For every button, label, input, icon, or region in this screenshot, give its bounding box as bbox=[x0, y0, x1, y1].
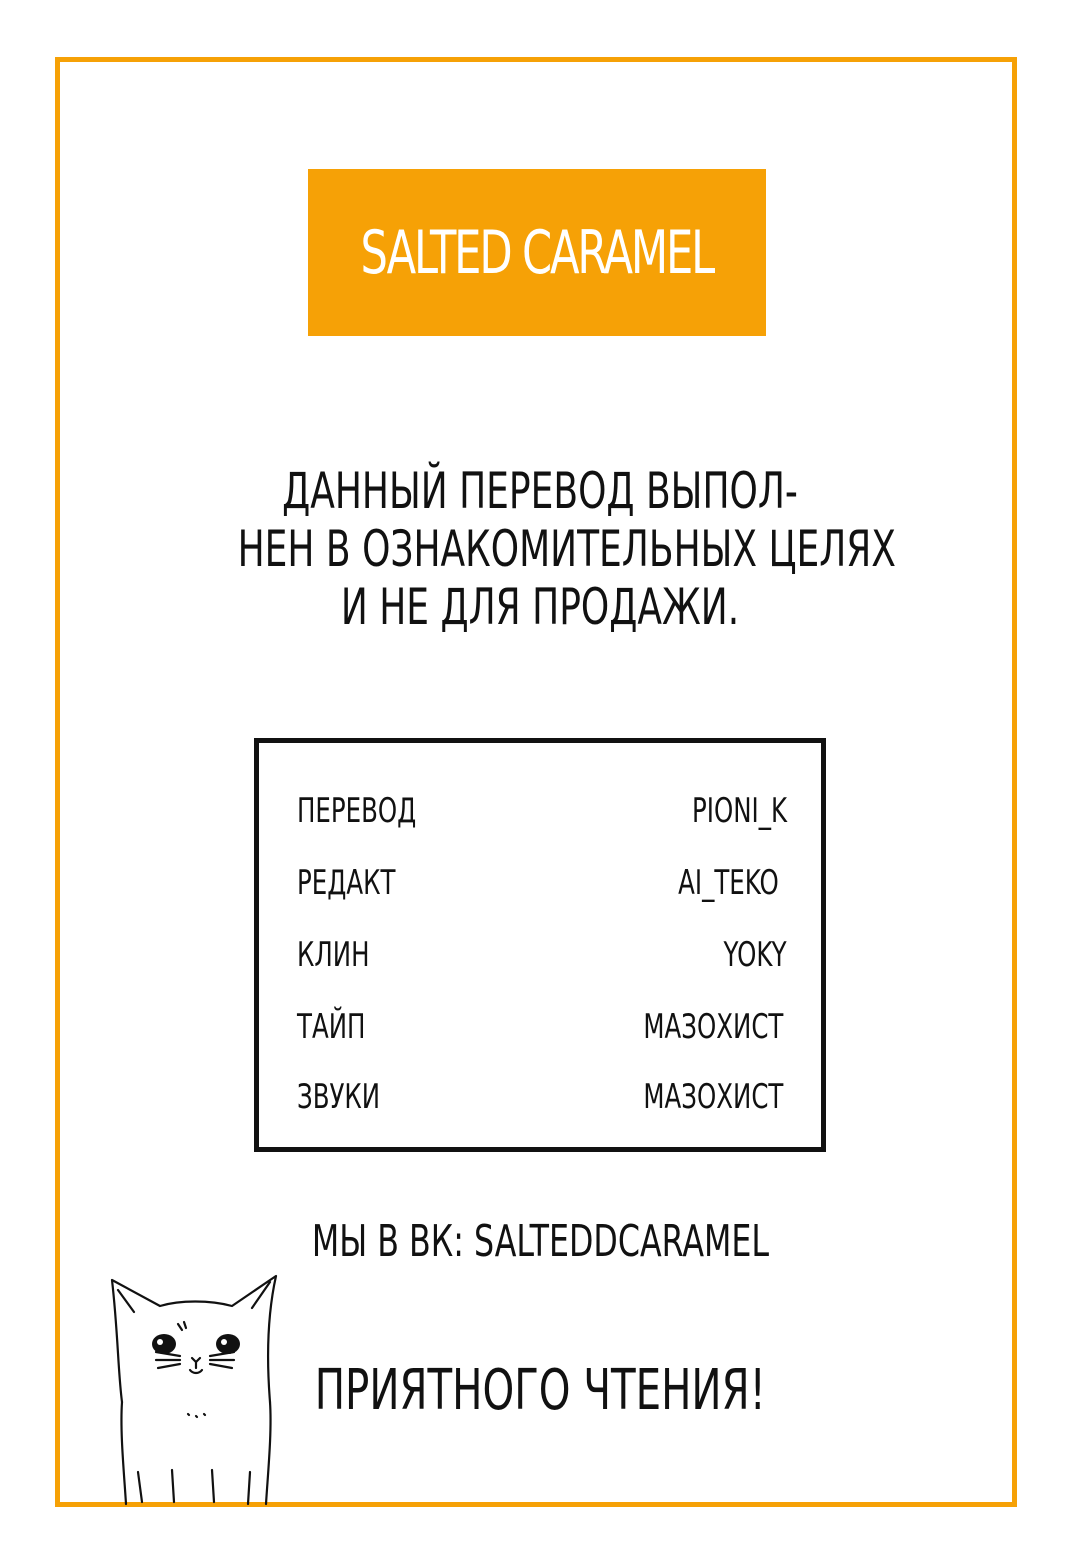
disclaimer-line: И НЕ ДЛЯ ПРОДАЖИ. bbox=[340, 578, 740, 636]
disclaimer-line: НЕН В ОЗНАКОМИТЕЛЬНЫХ ЦЕЛЯХ bbox=[237, 520, 896, 578]
credit-row bbox=[297, 1007, 787, 1047]
disclaimer-text bbox=[120, 462, 960, 636]
credit-row bbox=[297, 935, 787, 975]
credit-role: КЛИН bbox=[297, 935, 370, 975]
credit-role: ЗВУКИ bbox=[297, 1077, 381, 1117]
credit-role: РЕДАКТ bbox=[297, 863, 396, 903]
credit-name: МАЗОХИСТ bbox=[643, 1007, 783, 1047]
credit-role: ТАЙП bbox=[297, 1007, 366, 1047]
credit-row bbox=[297, 791, 787, 831]
vk-contact bbox=[160, 1214, 920, 1270]
credit-name: МАЗОХИСТ bbox=[643, 1077, 783, 1117]
credit-name: AI_TEKO bbox=[678, 863, 779, 903]
credit-name: YOKY bbox=[723, 935, 787, 975]
credit-row bbox=[297, 1077, 787, 1117]
credit-role: ПЕРЕВОД bbox=[297, 791, 417, 831]
closing-message bbox=[200, 1356, 880, 1426]
title-banner bbox=[308, 169, 766, 336]
closing-text: ПРИЯТНОГО ЧТЕНИЯ! bbox=[314, 1358, 766, 1423]
banner-title: SALTED CARAMEL bbox=[360, 217, 714, 288]
credit-name: PIONI_K bbox=[691, 791, 787, 831]
disclaimer-line: ДАННЫЙ ПЕРЕВОД ВЫПОЛ- bbox=[282, 462, 798, 520]
credit-row bbox=[297, 863, 787, 903]
vk-contact-text: МЫ В ВК: SALTEDDCARAMEL bbox=[311, 1216, 769, 1267]
credits-box bbox=[254, 738, 826, 1152]
